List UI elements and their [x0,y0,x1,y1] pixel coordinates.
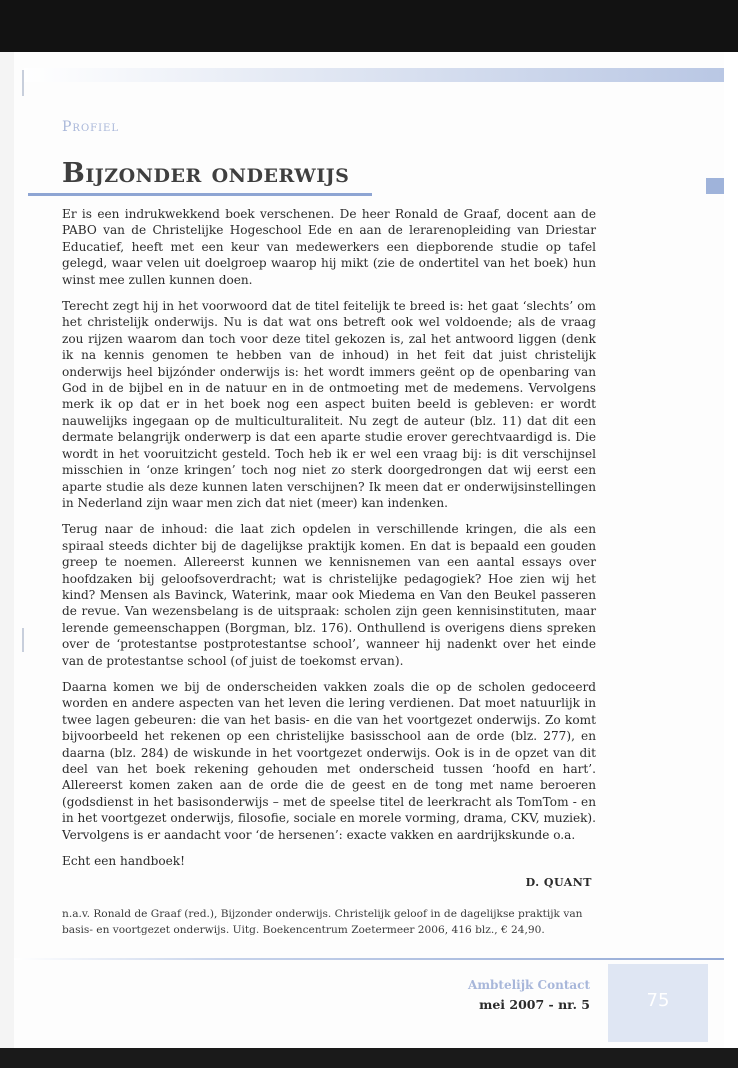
article-title: Bijzonder onderwijs [62,158,350,189]
title-underline [28,193,372,196]
scan-border-top [0,0,738,52]
paragraph: Echt een handboek! [62,854,185,869]
margin-mark [22,628,24,652]
page-number: 75 [646,990,670,1011]
book-reference-note: n.a.v. Ronald de Graaf (red.), Bijzonder onderwijs. Christelijk geloof in de dagelijkse praktijk van basis- en voortgezet onderwijs. Uitg. Boekencentrum Zoetermeer 2006, 416 blz., € 24,90. [62,908,583,936]
scan-border-left [0,52,14,1068]
scan-border-bottom [0,1048,738,1068]
paragraph: Terug naar de inhoud: die laat zich opdelen in verschillende kringen, die als een spiraal steeds dichter bij de dagelijkse praktijk komen. En dat is bepaald een gouden greep te noemen. Allereerst kunnen we kennisnemen van een aantal essays over hoofdzaken bij geloofsoverdracht; wat is christelijke pedagogiek? Hoe zien wij het kind? Mensen als Bavinck, Waterink, maar ook Miedema en Van den Beukel passeren de revue. Van wezensbelang is de uitspraak: scholen zijn geen kennisinstituten, maar lerende gemeenschappen (Borgman, blz. 176). Onthullend is overigens diens spreken over de ‘protestantse postprotestantse school’, wanneer hij nadenkt over het einde van de protestantse school (of juist de toekomst ervan). [62,522,596,668]
header-band [24,68,724,82]
author-signature: D. QUANT [525,876,592,889]
issue-info: mei 2007 - nr. 5 [479,997,590,1012]
paragraph: Er is een indrukwekkend boek verschenen. De heer Ronald de Graaf, docent aan de PABO van de Christelijke Hogeschool Ede en aan de lerarenopleiding van Driestar Educatief, heeft met een keur van medewerkers een diepborende studie op tafel gelegd, waar velen uit doelgroep waarop hij mikt (zie de ondertitel van het boek) hun winst mee zullen kunnen doen. [62,207,596,287]
paragraph: Daarna komen we bij de onderscheiden vakken zoals die op de scholen gedoceerd worden en andere aspecten van het leven die lering verdienen. Dat moet natuurlijk in twee lagen gebeuren: die van het basis- en die van het voortgezet onderwijs. Zo komt bijvoorbeeld het rekenen op een christelijke basisschool aan de orde (blz. 277), en daarna (blz. 284) de wiskunde in het voortgezet onderwijs. Ook is in de opzet van dit deel van het boek rekening gehouden met onderscheid tussen ‘hoofd en hart’. Allereerst komen zaken aan de orde die de geest en de tong met name beroeren (godsdienst in het basisonderwijs – met de speelse titel de leerkracht als TomTom - en in het voortgezet onderwijs, filosofie, sociale en morele vorming, drama, CKV, muziek). Vervolgens is er aandacht voor ‘de hersenen’: exacte vakken en aardrijkskunde o.a. [62,679,596,842]
paragraph: Terecht zegt hij in het voorwoord dat de titel feitelijk te breed is: het gaat ‘slechts’ om het christelijk onderwijs. Nu is dat wat ons betreft ook wel voldoende; als de vraag zou rijzen waarom dan toch voor deze titel gekozen is, zal het antwoord liggen (denk ik na kennis genomen te hebben van de inhoud) in het feit dat juist christelijk onderwijs heel bijzónder onderwijs is: het wordt immers geënt op de openbaring van God in de bijbel en in de natuur en in de ontmoeting met de medemens. Vervolgens merk ik op dat er in het boek nog een aspect buiten beeld is gebleven: er wordt nauwelijks ingegaan op de multiculturaliteit. Nu zegt de auteur (blz. 11) dat dit een dermate belangrijk onderwerp is dat een aparte studie erover gerechtvaardigd is. Die wordt in het vooruitzicht gesteld. Toch heb ik er wel een vraag bij: is dit verschijnsel misschien in ‘onze kringen’ toch nog niet zo sterk doorgedrongen dat wij eerst een aparte studie als deze kunnen laten verschijnen? Ik meen dat er onderwijsinstellingen in Nederland zijn waar men zich dat niet (meer) kan indenken. [62,299,596,510]
article-body [62,206,596,879]
footer-rule [14,958,724,960]
magazine-name: Ambtelijk Contact [468,978,590,992]
margin-mark [22,70,24,96]
section-tab-marker [706,178,724,194]
section-label: Profiel [62,119,119,135]
